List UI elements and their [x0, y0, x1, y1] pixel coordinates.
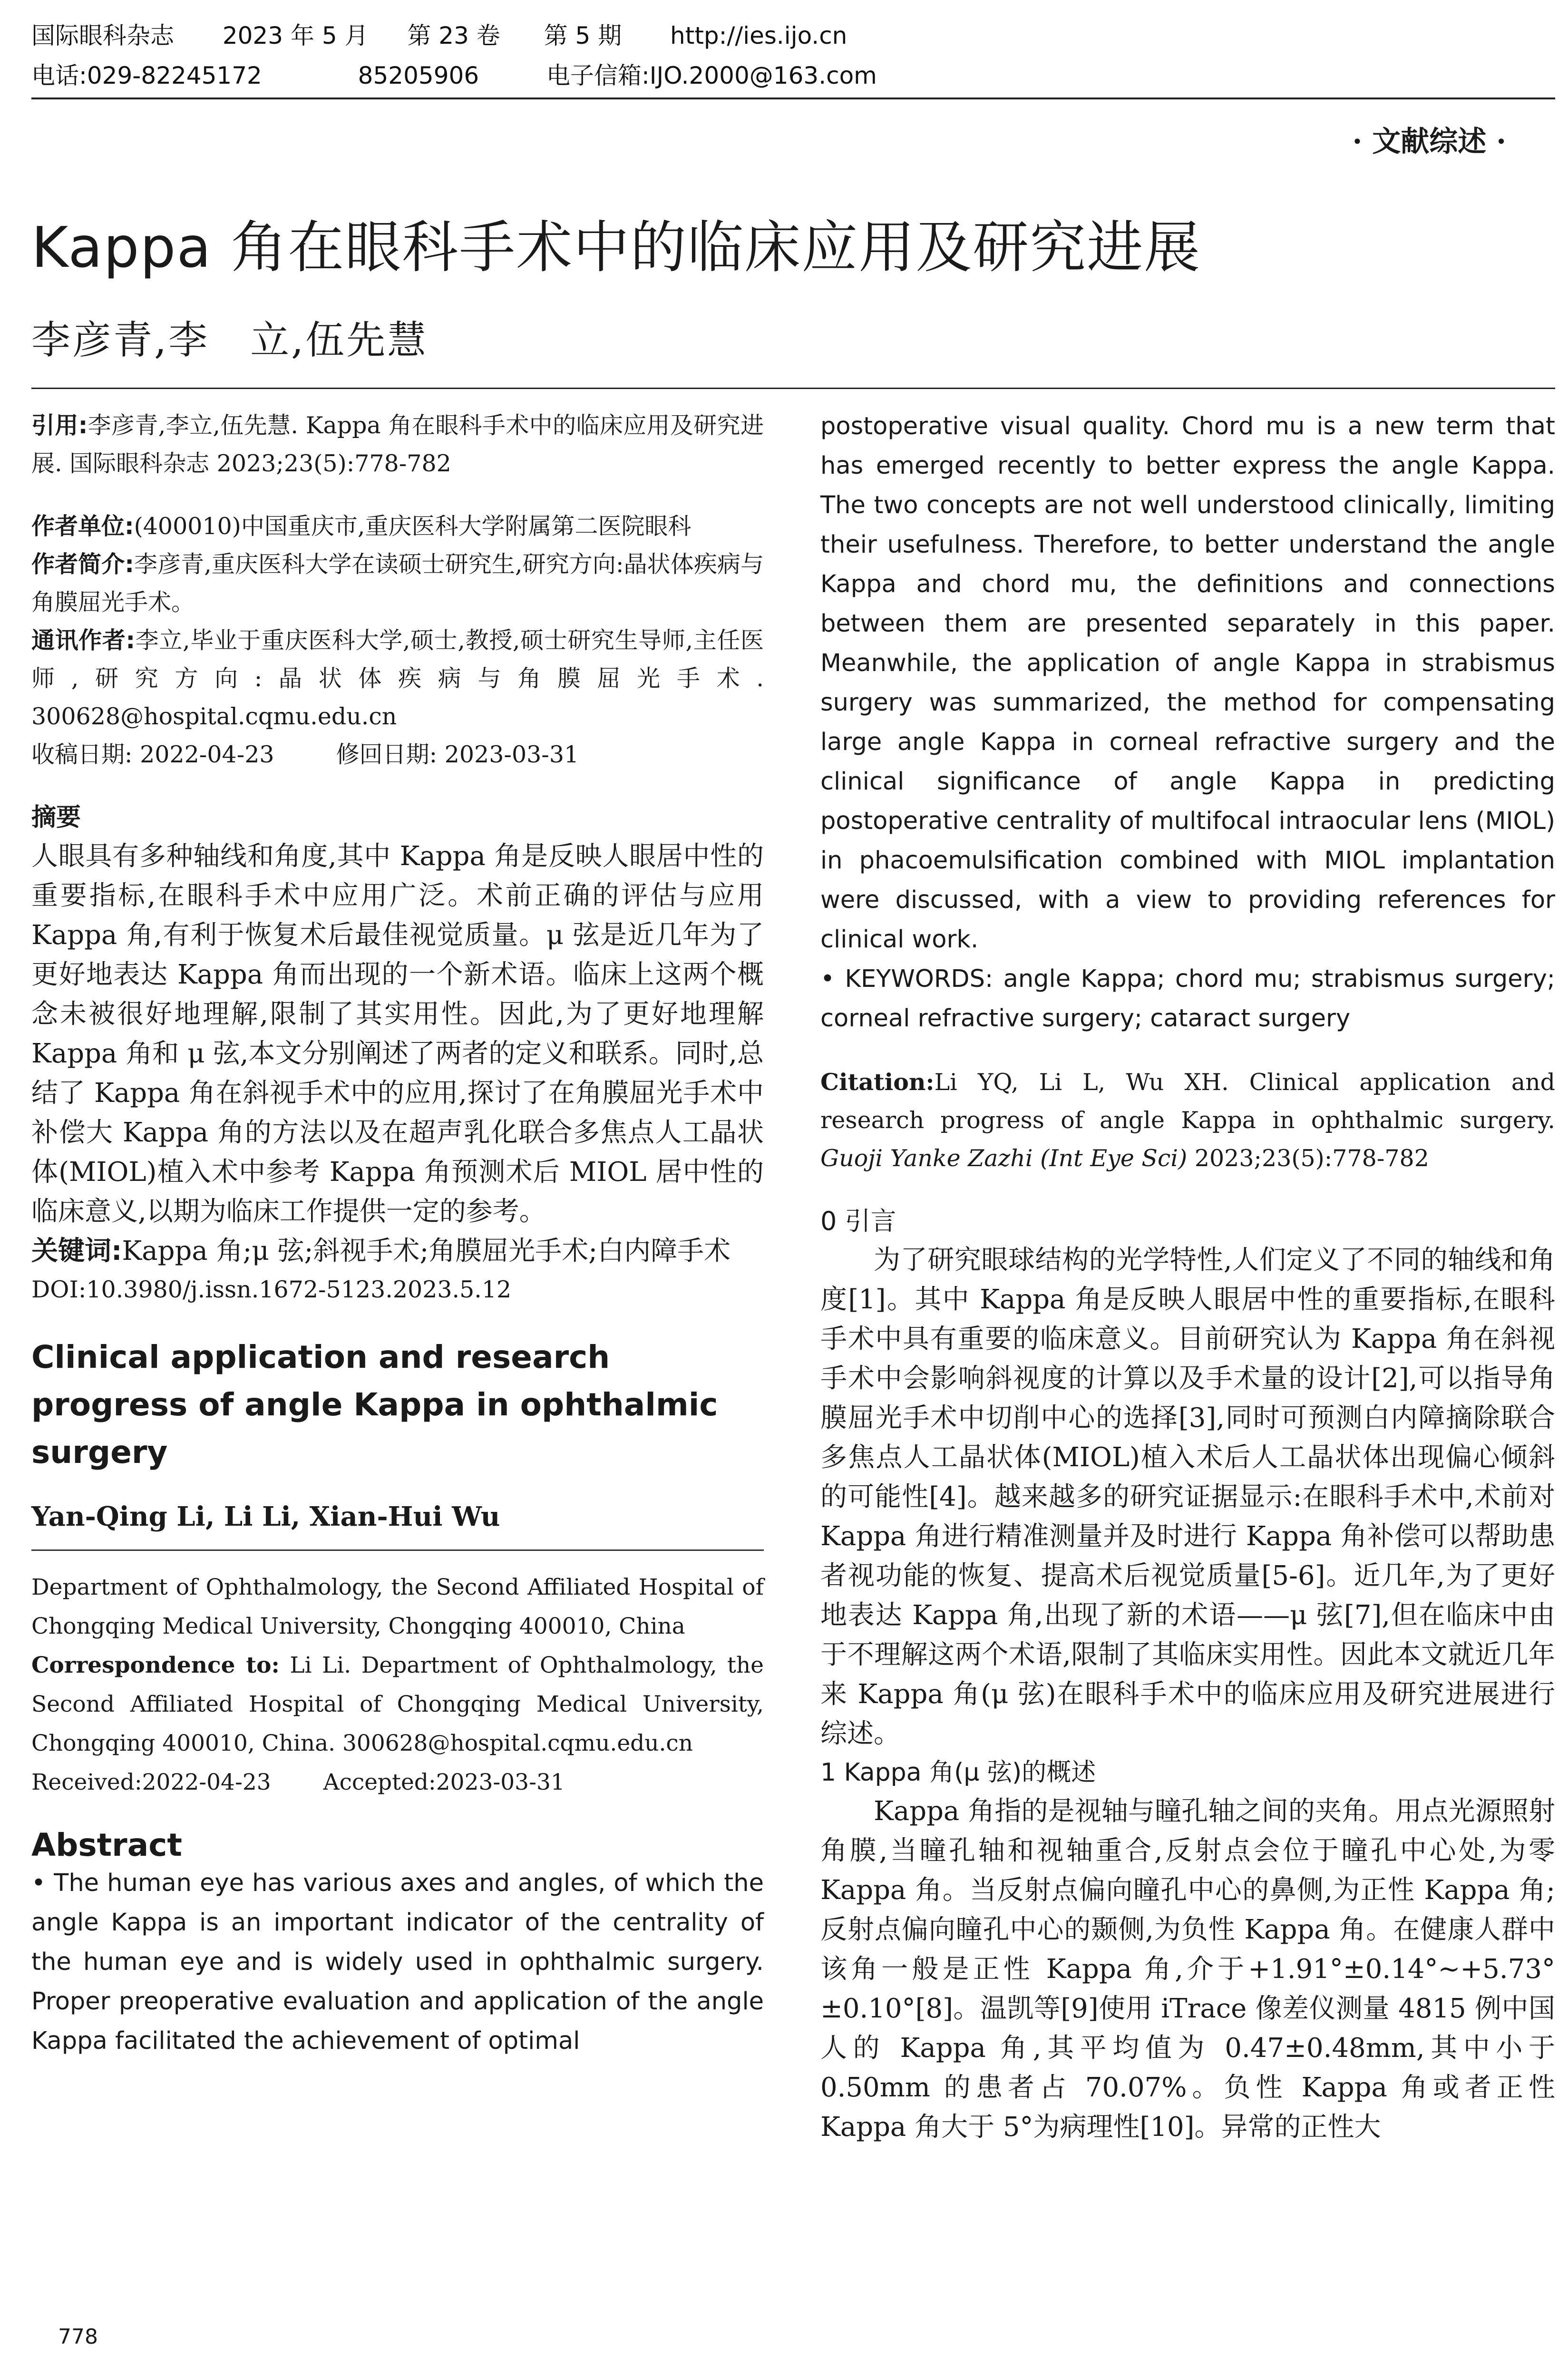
header-rule: [31, 97, 1555, 99]
dates-cn: [31, 736, 764, 774]
issue-number: 第 5 期: [544, 22, 622, 49]
title-en: Clinical application and research progress of angle Kappa in ophthalmic surgery: [31, 1339, 718, 1471]
dates-en: [31, 1763, 764, 1802]
email[interactable]: 电子信箱:IJO.2000@163.com: [546, 62, 877, 89]
author-bio: [31, 546, 764, 622]
citation-en-text: Li YQ, Li L, Wu XH. Clinical application and research progress of angle Kappa in ophthalmic surgery.: [820, 1069, 1555, 1134]
journal-url[interactable]: http://ies.ijo.cn: [670, 22, 847, 49]
volume: 第 23 卷: [407, 22, 500, 49]
section-1-heading: 1 Kappa 角(μ 弦)的概述: [820, 1758, 1096, 1787]
page-title: Kappa 角在眼科手术中的临床应用及研究进展: [31, 214, 1201, 280]
doi[interactable]: DOI:10.3980/j.issn.1672-5123.2023.5.12: [31, 1276, 512, 1303]
abstract-cn: 人眼具有多种轴线和角度,其中 Kappa 角是反映人眼居中性的重要指标,在眼科手术中应用广泛。术前正确的评估与应用 Kappa 角,有利于恢复术后最佳视觉质量。μ 弦是近几年为了更好地表达 Kappa 角而出现的一个新术语。临床上这两个概念未被很好地理解,限制了其实用性。因此,为了更好地理解 Kappa 角和 μ 弦,本文分别阐述了两者的定义和联系。同时,总结了 Kappa 角在斜视手术中的应用,探讨了在角膜屈光手术中补偿大 Kappa 角的方法以及在超声乳化联合多焦点人工晶状体(MIOL)植入术中参考 Kappa 角预测术后 MIOL 居中性的临床意义,以期为临床工作提供一定的参考。: [31, 841, 764, 1227]
page-number: 778: [58, 2325, 98, 2349]
corr-en-label: Correspondence to:: [31, 1652, 280, 1678]
corr-label: 通讯作者:: [31, 627, 136, 654]
affiliation-label: 作者单位:: [31, 513, 134, 540]
citation-en: [820, 1063, 1555, 1178]
authors-en: Yan-Qing Li, Li Li, Xian-Hui Wu: [31, 1501, 500, 1532]
correspondence-en: [31, 1646, 764, 1763]
keywords-cn: [31, 1231, 764, 1271]
received-en: Received:2022-04-23: [31, 1769, 271, 1795]
revised-cn: 修回日期: 2023-03-31: [336, 741, 579, 768]
citation-en-volume: 2023;23(5):778-782: [1194, 1145, 1429, 1172]
bio-text: 李彦青,重庆医科大学在读硕士研究生,研究方向:晶状体疾病与角膜屈光手术。: [31, 551, 764, 616]
running-header-line1: [31, 21, 847, 50]
bio-label: 作者简介:: [31, 551, 134, 578]
phone-2: 85205906: [358, 62, 479, 89]
abstract-en-right: postoperative visual quality. Chord mu is a new term that has emerged recently to better express the angle Kappa. The two concepts are not well understood clinically, limiting their usefulness. Therefore, to better understand the angle Kappa and chord mu, the definitions and connections between them are presented separately in this paper. Meanwhile, the application of angle Kappa in strabismus surgery was summarized, the method for compensating large angle Kappa in corneal refractive surgery and the clinical significance of angle Kappa in predicting postoperative centrality of multifocal intraocular lens (MIOL) in phacoemulsification combined with MIOL implantation were discussed, with a view to providing references for clinical work.: [820, 412, 1555, 954]
title-rule: [31, 388, 1555, 389]
keywords-cn-text: Kappa 角;μ 弦;斜视手术;角膜屈光手术;白内障手术: [122, 1236, 731, 1266]
affiliation: [31, 507, 764, 546]
abstract-en-left: • The human eye has various axes and angles, of which the angle Kappa is an important indicator of the centrality of the human eye and is widely used in ophthalmic surgery. Proper preoperative evaluation and application of the angle Kappa facilitated the achievement of optimal: [31, 1869, 764, 2055]
journal-name: 国际眼科杂志: [31, 22, 174, 49]
section-1-text: Kappa 角指的是视轴与瞳孔轴之间的夹角。用点光源照射角膜,当瞳孔轴和视轴重合,反射点会位于瞳孔中心处,为零 Kappa 角。当反射点偏向瞳孔中心的鼻侧,为正性 Kappa 角;反射点偏向瞳孔中心的颞侧,为负性 Kappa 角。在健康人群中该角一般是正性 Kappa 角,介于+1.91°±0.14°~+5.73°±0.10°[8]。温凯等[9]使用 iTrace 像差仪测量 4815 例中国人的 Kappa 角,其平均值为 0.47±0.48mm,其中小于 0.50mm 的患者占 70.07%。负性 Kappa 角或者正性 Kappa 角大于 5°为病理性[10]。异常的正性大: [820, 1796, 1555, 2143]
citation-en-journal: Guoji Yanke Zazhi (Int Eye Sci): [820, 1145, 1188, 1172]
accepted-en: Accepted:2023-03-31: [323, 1769, 565, 1795]
department-en: Department of Ophthalmology, the Second Affiliated Hospital of Chongqing Medical University, Chongqing 400010, China: [31, 1574, 764, 1639]
abstract-cn-heading: 摘要: [31, 803, 81, 832]
section-0-text: 为了研究眼球结构的光学特性,人们定义了不同的轴线和角度[1]。其中 Kappa 角是反映人眼居中性的重要指标,在眼科手术中具有重要的临床意义。目前研究认为 Kappa 角在斜视手术中会影响斜视度的计算以及手术量的设计[2],可以指导角膜屈光手术中切削中心的选择[3],同时可预测白内障摘除联合多焦点人工晶状体(MIOL)植入术后人工晶状体出现偏心倾斜的可能性[4]。越来越多的研究证据显示:在眼科手术中,术前对 Kappa 角进行精准测量并及时进行 Kappa 角补偿可以帮助患者视功能的恢复、提高术后视觉质量[5-6]。近几年,为了更好地表达 Kappa 角,出现了新的术语——μ 弦[7],但在临床中由于不理解这两个术语,限制了其临床实用性。因此本文就近几年来 Kappa 角(μ 弦)在眼科手术中的临床应用及研究进展进行综述。: [820, 1245, 1556, 1749]
abstract-en-heading: Abstract: [31, 1827, 182, 1863]
corresponding-author: [31, 622, 764, 736]
authors-cn: 李彦青,李 立,伍先慧: [31, 318, 429, 363]
running-header-line2: [31, 61, 877, 90]
citation-cn-label: 引用:: [31, 412, 88, 439]
citation-cn-text: 李彦青,李立,伍先慧. Kappa 角在眼科手术中的临床应用及研究进展. 国际眼科杂志 2023;23(5):778-782: [31, 412, 764, 477]
section-tag: · 文献综述 ·: [1352, 125, 1506, 158]
affiliation-text: (400010)中国重庆市,重庆医科大学附属第二医院眼科: [134, 513, 691, 540]
corr-en-text: Li Li. Department of Ophthalmology, the Second Affiliated Hospital of Chongqing Medical University, Chongqing 400010, China. 300628@hospital.cqmu.edu.cn: [31, 1652, 764, 1756]
left-column: [31, 407, 764, 2061]
authors-en-rule: [31, 1549, 764, 1551]
citation-en-label: Citation:: [820, 1068, 935, 1096]
issue-date: 2023 年 5 月: [222, 22, 369, 49]
keywords-cn-label: 关键词:: [31, 1236, 122, 1266]
right-column: [820, 407, 1555, 2147]
citation-cn: [31, 407, 764, 483]
received-cn: 收稿日期: 2022-04-23: [31, 741, 274, 768]
keywords-en: • KEYWORDS: angle Kappa; chord mu; strabismus surgery; corneal refractive surgery; cataract surgery: [820, 965, 1555, 1033]
phone: 电话:029-82245172: [31, 62, 262, 89]
section-0-heading: 0 引言: [820, 1206, 896, 1236]
corr-text: 李立,毕业于重庆医科大学,硕士,教授,硕士研究生导师,主任医师,研究方向:晶状体疾病与角膜屈光手术. 300628@hospital.cqmu.edu.cn: [31, 627, 764, 730]
